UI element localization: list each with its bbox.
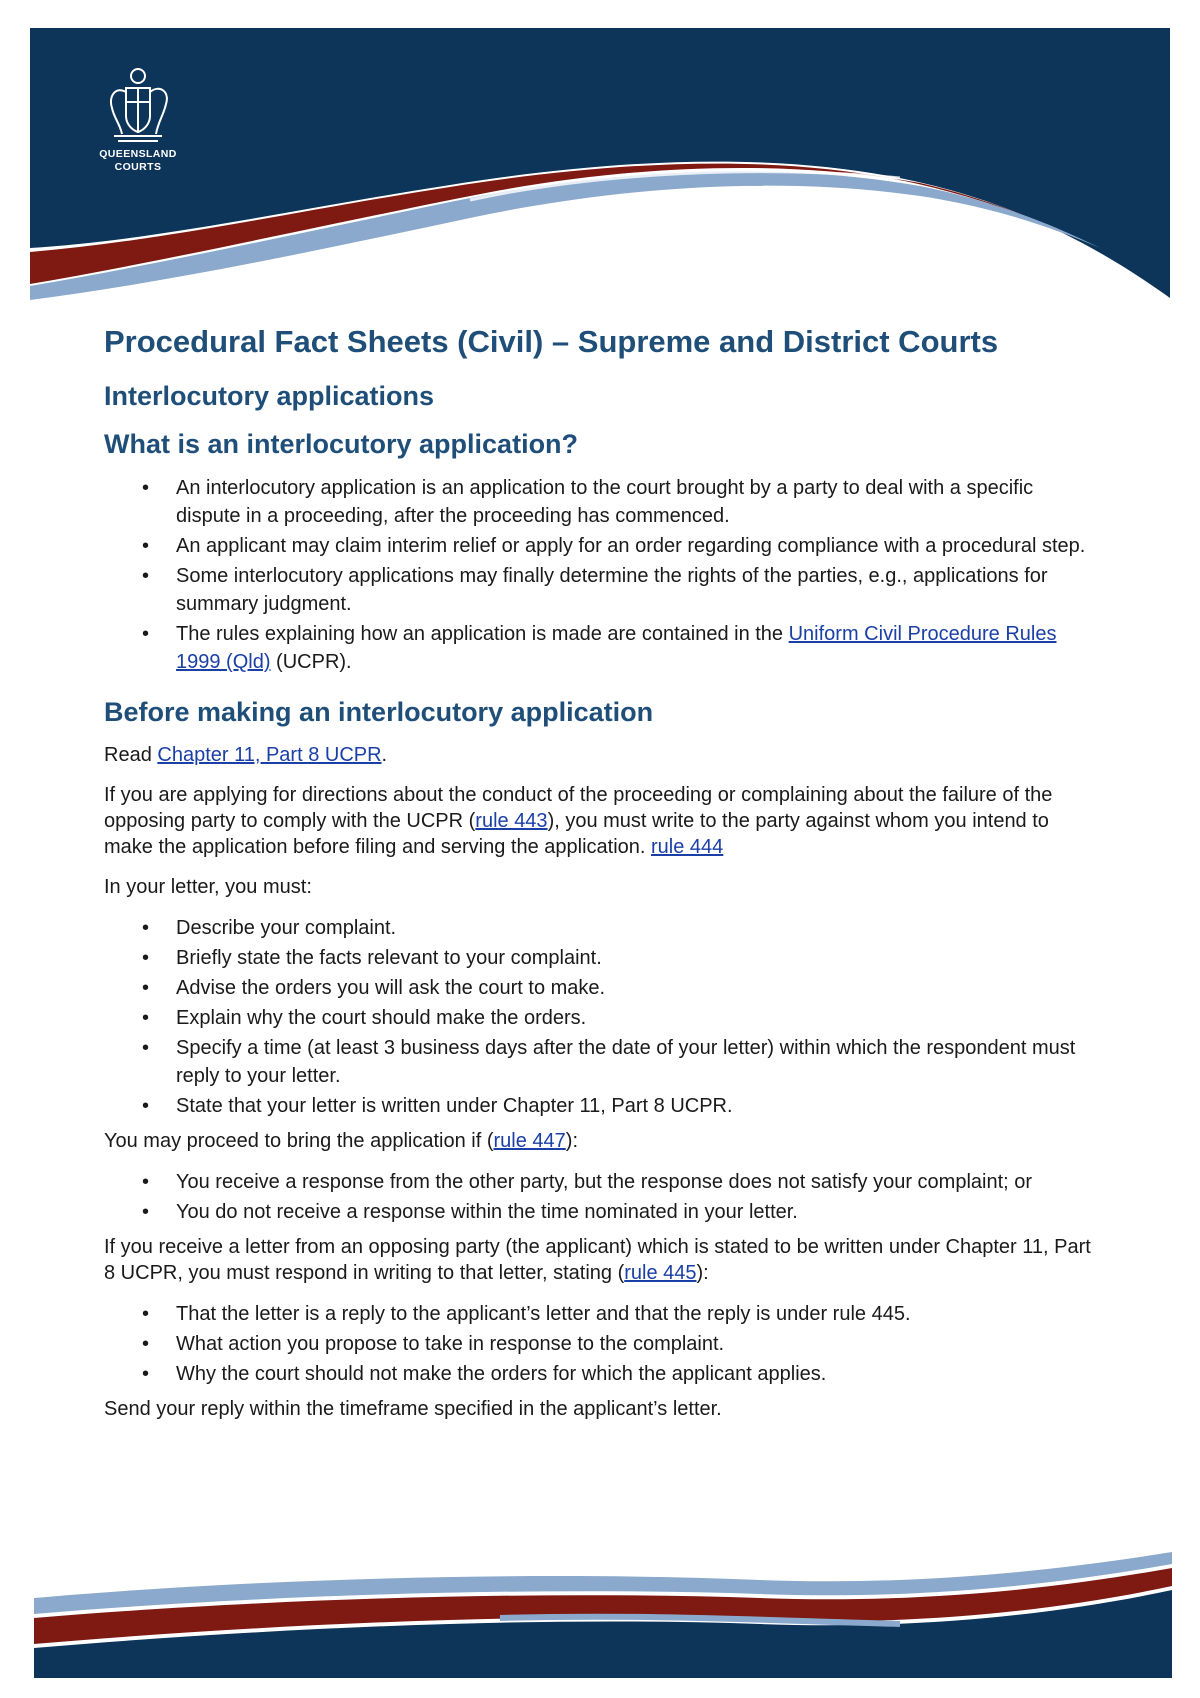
page-title: Procedural Fact Sheets (Civil) – Supreme and District Courts — [104, 324, 999, 359]
page-subtitle: Interlocutory applications — [104, 381, 435, 411]
receive-paragraph — [104, 1234, 1100, 1286]
paragraph-text: You may proceed to bring the application if ( — [104, 1130, 494, 1152]
queensland-courts-logo — [90, 62, 186, 174]
directions-paragraph — [104, 782, 1100, 860]
ucpr-link[interactable]: Uniform Civil Procedure Rules 1999 (Qld) — [176, 623, 1057, 673]
list-item: • State that your letter is written under Chapter 11, Part 8 UCPR. — [176, 1092, 1100, 1120]
list-item: • Describe your complaint. — [176, 914, 1100, 942]
paragraph-text: Read — [104, 744, 158, 766]
list-item: • Briefly state the facts relevant to your complaint. — [176, 944, 1100, 972]
rule-447-link[interactable]: rule 447 — [493, 1130, 566, 1152]
document-body — [104, 322, 1100, 1436]
letter-intro: In your letter, you must: — [104, 876, 312, 898]
list-item: • Why the court should not make the orders for which the applicant applies. — [176, 1360, 1100, 1388]
letter-requirements-list — [104, 914, 1100, 1120]
list-item: • Specify a time (at least 3 business days after the date of your letter) within which the respondent must reply to your letter. — [176, 1034, 1100, 1090]
list-item-text: The rules explaining how an application is made are contained in the — [176, 623, 789, 645]
rule-444-link[interactable]: rule 444 — [651, 836, 724, 858]
coat-of-arms-icon — [96, 62, 180, 146]
list-item: • That the letter is a reply to the applicant’s letter and that the reply is under rule 445. — [176, 1300, 1100, 1328]
list-item: • You receive a response from the other party, but the response does not satisfy your complaint; or — [176, 1168, 1100, 1196]
section-heading-what-is: What is an interlocutory application? — [104, 429, 579, 459]
closing-paragraph: Send your reply within the timeframe specified in the applicant’s letter. — [104, 1398, 722, 1420]
rule-445-link[interactable]: rule 445 — [624, 1262, 697, 1284]
reply-requirements-list — [104, 1300, 1100, 1388]
paragraph-text: ), you must write to the party against whom you intend to make the application before filing and serving the application. — [104, 810, 1049, 858]
paragraph-text: ): — [696, 1262, 709, 1284]
footer-banner — [0, 1540, 1200, 1698]
list-item: • An applicant may claim interim relief or apply for an order regarding compliance with a procedural step. — [176, 532, 1100, 560]
proceed-conditions-list — [104, 1168, 1100, 1226]
paragraph-text: ): — [565, 1130, 579, 1152]
list-item: • An interlocutory application is an application to the court brought by a party to deal with a specific dispute in a proceeding, after the proceeding has commenced. — [176, 474, 1100, 530]
list-item: • You do not receive a response within the time nominated in your letter. — [176, 1198, 1100, 1226]
section-heading-before: Before making an interlocutory application — [104, 697, 654, 727]
list-item-text: (UCPR). — [270, 651, 352, 673]
definition-list — [104, 474, 1100, 676]
list-item — [176, 620, 1100, 676]
list-item: • Some interlocutory applications may finally determine the rights of the parties, e.g., applications for summary judgment. — [176, 562, 1100, 618]
list-item: • Advise the orders you will ask the court to make. — [176, 974, 1100, 1002]
proceed-paragraph — [104, 1128, 1100, 1154]
list-item: • Explain why the court should make the orders. — [176, 1004, 1100, 1032]
chapter-11-link[interactable]: Chapter 11, Part 8 UCPR — [157, 744, 382, 766]
rule-443-link[interactable]: rule 443 — [475, 810, 548, 832]
paragraph-text: If you are applying for directions about the conduct of the proceeding or complaining about the failure of the opposing party to comply with the UCPR ( — [104, 784, 1053, 832]
read-paragraph — [104, 742, 1100, 768]
list-item: • What action you propose to take in response to the complaint. — [176, 1330, 1100, 1358]
paragraph-text: . — [381, 744, 388, 766]
paragraph-text: If you receive a letter from an opposing party (the applicant) which is stated to be written under Chapter 11, Part 8 UCPR, you must respond in writing to that letter, stating ( — [104, 1236, 1091, 1284]
org-name: QUEENSLAND COURTS — [99, 148, 177, 173]
